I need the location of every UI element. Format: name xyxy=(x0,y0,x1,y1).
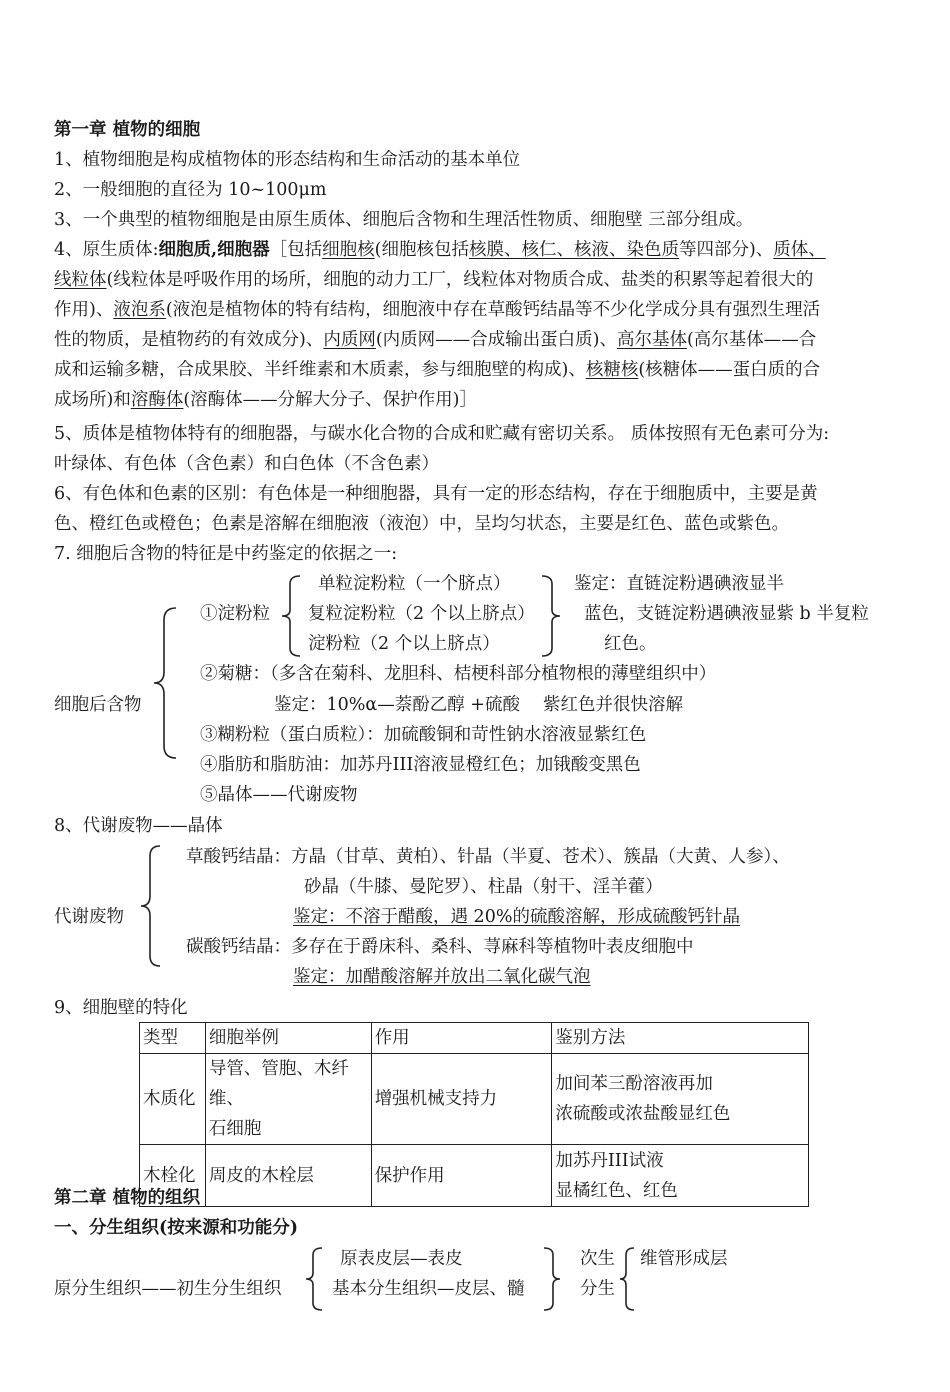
waste-brace xyxy=(138,844,164,968)
term-golgi: 高尔基体 xyxy=(616,330,687,350)
calcium-carbonate-identification: 鉴定：加醋酸溶解并放出二氧化碳气泡 xyxy=(293,967,591,987)
term-ribosome: 核糖核 xyxy=(585,360,639,380)
starch-left-brace xyxy=(280,574,302,658)
starch-simple: 单粒淀粉粒（一个脐点） xyxy=(318,574,511,594)
table-cell-example: 周皮的木栓层 xyxy=(205,1145,371,1207)
ergastic-big-brace xyxy=(150,606,180,760)
starch-identification-1: 鉴定：直链淀粉遇碘液显半 xyxy=(574,574,784,594)
table-cell-line: 加苏丹III试液 xyxy=(555,1150,664,1171)
chapter-1-title: 第一章 植物的细胞 xyxy=(54,120,201,140)
paragraph-2: 2、一般细胞的直径为 10~100μm xyxy=(54,180,327,200)
starch-label: ①淀粉粒 xyxy=(200,604,270,624)
chapter-2-title: 第二章 植物的组织 xyxy=(54,1188,201,1208)
p4-text: 等四部分)、 xyxy=(678,240,774,260)
table-header-row xyxy=(140,1023,809,1054)
table-cell-function: 保护作用 xyxy=(371,1145,552,1207)
paragraph-7: 7. 细胞后含物的特征是中药鉴定的依据之一: xyxy=(54,544,398,564)
table-cell-line: 加间苯三酚溶液再加 xyxy=(555,1074,713,1094)
calcium-oxalate-2: 砂晶（牛膝、曼陀罗）、柱晶（射干、淫羊藿） xyxy=(304,877,663,897)
p4-text: 性的物质，是植物药的有效成分)、 xyxy=(54,330,324,350)
term-vacuole: 液泡系 xyxy=(113,300,166,320)
p4-text: 作用)、 xyxy=(54,300,114,320)
p4-text: ［包括 xyxy=(269,240,323,260)
table-header-cell: 细胞举例 xyxy=(205,1023,371,1054)
starch-identification-3: 红色。 xyxy=(604,634,657,654)
term-nucleus-parts: 核膜、核仁、核液、染色质 xyxy=(468,240,679,260)
p4-text: (线粒体是呼吸作用的场所，细胞的动力工厂，线粒体对物质合成、盐类的积累等起着很大的 xyxy=(106,270,814,290)
paragraph-9: 9、细胞壁的特化 xyxy=(54,998,188,1018)
p4-text: (核糖体——蛋白质的合 xyxy=(638,360,821,380)
p4-text: (液泡是植物体的特有结构，细胞液中存在草酸钙结晶等不少化学成分具有强烈生理活 xyxy=(165,300,821,320)
protoderm: 原表皮层—表皮 xyxy=(340,1249,463,1269)
paragraph-5-line-2: 叶绿体、有色体（含色素）和白色体（不含色素） xyxy=(54,454,439,474)
crystal: ⑤晶体——代谢废物 xyxy=(200,785,358,805)
starch-right-brace xyxy=(540,574,562,658)
starch-identification-2: 蓝色，支链淀粉遇碘液显紫 b 半复粒 xyxy=(584,604,869,624)
inulin-identification: 鉴定：10%α—萘酚乙醇 +硫酸 紫红色并很快溶解 xyxy=(274,695,684,715)
calcium-carbonate: 碳酸钙结晶：多存在于爵床科、桑科、荨麻科等植物叶表皮细胞中 xyxy=(186,937,694,957)
table-cell-function: 增强机械支持力 xyxy=(371,1054,552,1145)
table-cell-method xyxy=(552,1145,809,1207)
paragraph-5-line-1: 5、质体是植物体特有的细胞器，与碳水化合物的合成和贮藏有密切关系。 质体按照有无色素可分为: xyxy=(54,424,830,444)
paragraph-4-line-1 xyxy=(54,235,826,265)
table-header-cell: 作用 xyxy=(371,1023,552,1054)
table-header-cell: 鉴别方法 xyxy=(552,1023,809,1054)
term-plastid: 质体、 xyxy=(773,240,826,260)
p4-lead: 4、原生质体: xyxy=(54,240,159,260)
table-cell-line: 石细胞 xyxy=(208,1119,262,1139)
fat-and-oil: ④脂肪和脂肪油：加苏丹III溶液显橙红色；加锇酸变黑色 xyxy=(200,755,641,775)
vascular-cambium: 维管形成层 xyxy=(640,1249,728,1269)
p4-text: (内质网——合成输出蛋白质)、 xyxy=(375,330,617,350)
paragraph-6-line-2: 色、橙红色或橙色；色素是溶解在细胞液（液泡）中，呈均匀状态，主要是红色、蓝色或紫色。 xyxy=(54,514,789,534)
table-cell-example xyxy=(205,1054,371,1145)
secondary-label-1: 次生 xyxy=(580,1249,615,1269)
paragraph-1: 1、植物细胞是构成植物体的形态结构和生命活动的基本单位 xyxy=(54,150,521,170)
table-cell-type: 木质化 xyxy=(140,1054,206,1145)
paragraph-4-line-5 xyxy=(54,355,820,385)
table-cell-line: 导管、管胞、木纤维、 xyxy=(208,1059,349,1109)
paragraph-3: 3、一个典型的植物细胞是由原生质体、细胞后含物和生理活性物质、细胞壁 三部分组成。 xyxy=(54,210,754,230)
meristem-left-brace xyxy=(304,1246,324,1312)
table-cell-method xyxy=(552,1054,809,1145)
ground-meristem: 基本分生组织—皮层、髓 xyxy=(332,1279,525,1299)
table-header-cell: 类型 xyxy=(140,1023,206,1054)
secondary-brace xyxy=(618,1246,636,1312)
term-nucleus: 细胞核 xyxy=(322,240,375,260)
p4-text: 成和运输多糖，合成果胶、半纤维素和木质素，参与细胞壁的构成)、 xyxy=(54,360,586,380)
table-cell-line: 浓硫酸或浓盐酸显红色 xyxy=(555,1104,731,1124)
calcium-oxalate-identification: 鉴定：不溶于醋酸，遇 20%的硫酸溶解，形成硫酸钙针晶 xyxy=(293,907,740,927)
calcium-oxalate-1: 草酸钙结晶：方晶（甘草、黄柏）、针晶（半夏、苍术）、簇晶（大黄、人参）、 xyxy=(186,847,790,867)
section-meristem: 一、分生组织(按来源和功能分) xyxy=(54,1218,299,1238)
p4-text: 成场所)和 xyxy=(54,390,131,410)
ergastic-label: 细胞后含物 xyxy=(54,695,142,715)
paragraph-6-line-1: 6、有色体和色素的区别：有色体是一种细胞器，具有一定的形态结构，存在于细胞质中，主要是黄 xyxy=(54,484,818,504)
paragraph-4-line-2 xyxy=(54,265,813,295)
paragraph-8: 8、代谢废物——晶体 xyxy=(54,816,223,836)
table-cell-type: 木栓化 xyxy=(140,1145,206,1207)
p4-text: (细胞核包括 xyxy=(374,240,469,260)
p4-text: (溶酶体——分解大分子、保护作用)］ xyxy=(183,390,477,410)
waste-label: 代谢废物 xyxy=(54,907,124,927)
table-row xyxy=(140,1054,809,1145)
promeristem: 原分生组织——初生分生组织 xyxy=(54,1279,282,1299)
p4-text: (高尔基体——合 xyxy=(686,330,817,350)
p4-bold-organelles: 细胞质,细胞器 xyxy=(158,240,270,260)
paragraph-4-line-4 xyxy=(54,325,816,355)
aleurone-grain: ③糊粉粒（蛋白质粒）：加硫酸铜和苛性钠水溶液显紫红色 xyxy=(200,725,647,745)
secondary-label-2: 分生 xyxy=(580,1279,615,1299)
starch-half-compound: 淀粉粒（2 个以上脐点） xyxy=(308,634,500,654)
term-er: 内质网 xyxy=(323,330,376,350)
table-cell-line: 显橘红色、红色 xyxy=(555,1180,678,1201)
paragraph-4-line-3 xyxy=(54,295,820,325)
starch-compound: 复粒淀粉粒（2 个以上脐点） xyxy=(308,604,535,624)
term-mitochondria: 线粒体 xyxy=(54,270,107,290)
term-lysosome: 溶酶体 xyxy=(130,390,184,410)
meristem-right-brace xyxy=(542,1246,562,1312)
paragraph-4-line-6 xyxy=(54,385,477,415)
inulin: ②菊糖：（多含在菊科、龙胆科、桔梗科部分植物根的薄壁组织中） xyxy=(200,664,717,684)
cell-wall-table xyxy=(139,1022,809,1207)
table-row xyxy=(140,1145,809,1207)
